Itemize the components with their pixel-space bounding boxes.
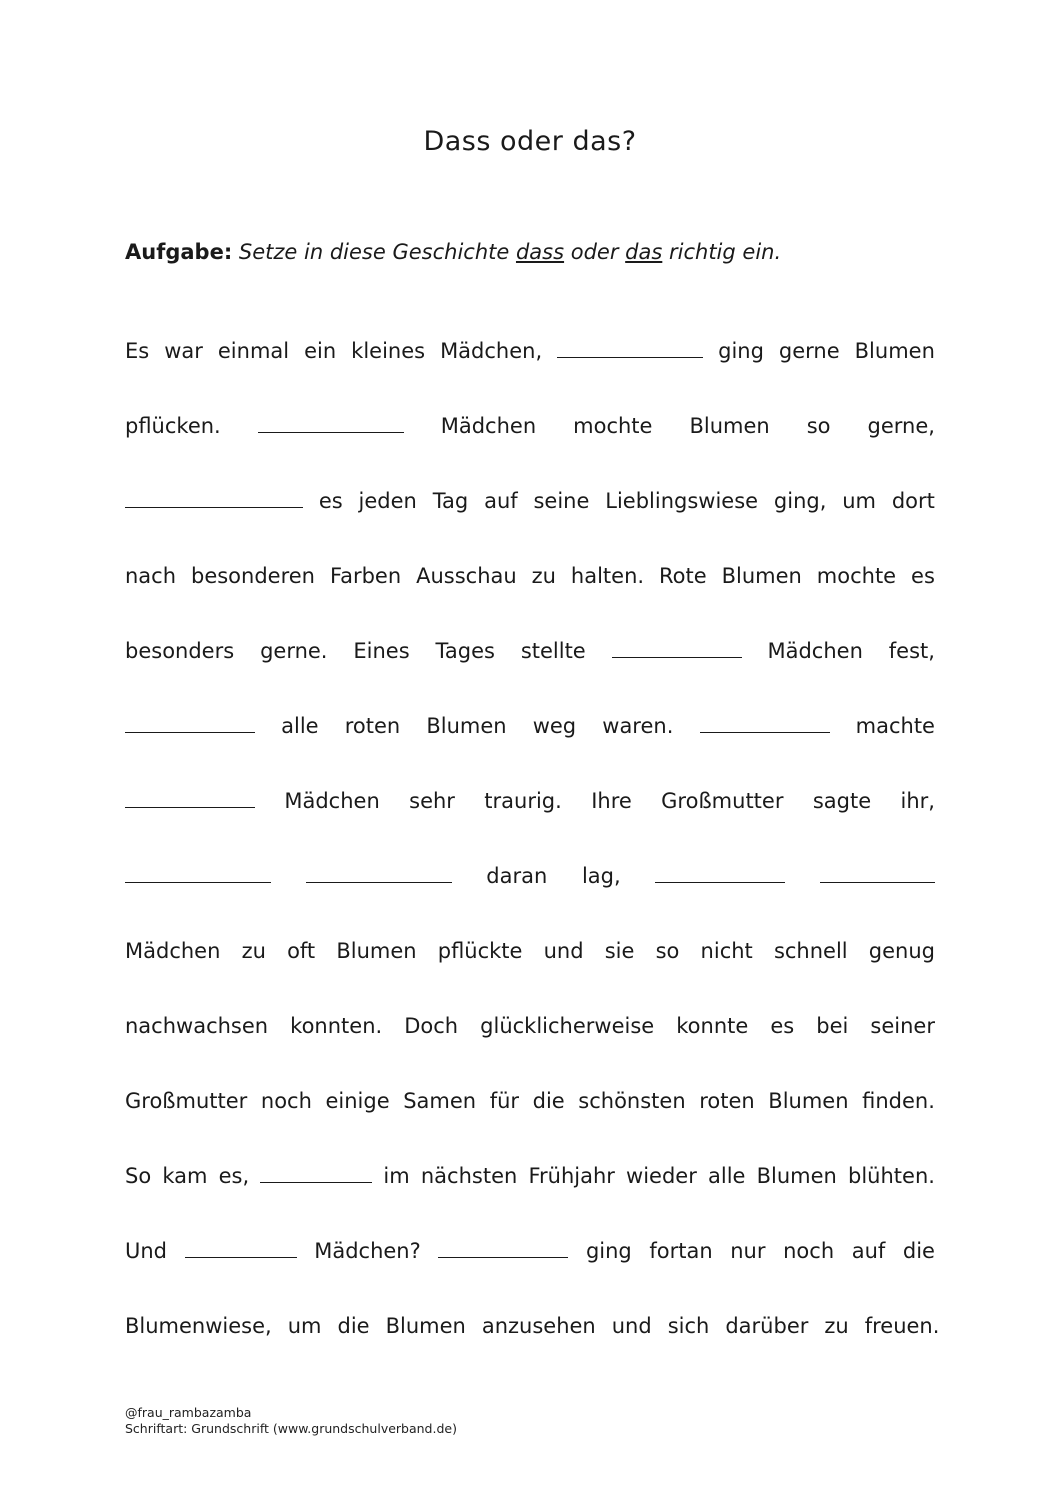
answer-blank[interactable] — [655, 882, 785, 883]
answer-blank[interactable] — [125, 507, 303, 508]
story-word: besonders — [125, 639, 235, 663]
story-word: auf — [484, 489, 518, 513]
story-word: pflücken. — [125, 414, 221, 438]
story-word: so — [806, 414, 831, 438]
story-word: Samen — [403, 1089, 477, 1113]
task-instruction — [125, 240, 781, 264]
story-word: jeden — [358, 489, 417, 513]
story-word: für — [489, 1089, 520, 1113]
story-word: ihr, — [900, 789, 935, 813]
story-word: nachwachsen — [125, 1014, 269, 1038]
story-word: es — [770, 1014, 795, 1038]
task-text-middle: oder — [570, 240, 619, 264]
story-word: Farben — [329, 564, 402, 588]
story-word: alle — [281, 714, 319, 738]
task-word-das: das — [625, 240, 663, 264]
answer-blank[interactable] — [185, 1257, 297, 1258]
story-word: sehr — [409, 789, 455, 813]
footer-author: @frau_rambazamba — [125, 1405, 252, 1420]
story-word: Mädchen — [767, 639, 863, 663]
answer-blank[interactable] — [612, 657, 742, 658]
story-word: nur — [730, 1239, 766, 1263]
answer-blank[interactable] — [258, 432, 404, 433]
story-word: gerne — [778, 339, 840, 363]
story-word: die — [902, 1239, 935, 1263]
story-word: gerne, — [867, 414, 935, 438]
story-word: es — [318, 489, 343, 513]
story-line — [125, 1305, 940, 1339]
story-word: so — [655, 939, 680, 963]
story-word: zu — [531, 564, 556, 588]
story-line — [125, 1005, 935, 1039]
story-line — [125, 855, 935, 889]
story-word: noch — [783, 1239, 835, 1263]
story-word: und — [543, 939, 584, 963]
story-word: konnten. — [290, 1014, 383, 1038]
story-word: die — [532, 1089, 565, 1113]
story-word: daran — [486, 864, 548, 888]
story-word: mochte — [573, 414, 653, 438]
story-word: Doch — [404, 1014, 459, 1038]
story-word: Mädchen? — [314, 1239, 421, 1263]
story-word: sie — [604, 939, 635, 963]
story-word: darüber — [725, 1314, 809, 1338]
answer-blank[interactable] — [700, 732, 830, 733]
story-word: Ausschau — [416, 564, 517, 588]
task-text-before: Setze in diese Geschichte — [238, 240, 510, 264]
story-word: und — [611, 1314, 652, 1338]
story-word: schönsten — [578, 1089, 686, 1113]
story-word: schnell — [773, 939, 848, 963]
story-line — [125, 780, 935, 814]
story-word: Blumen — [426, 714, 507, 738]
story-word: Rote — [659, 564, 707, 588]
story-word: glücklicherweise — [480, 1014, 655, 1038]
story-line — [125, 630, 935, 664]
story-word: So — [125, 1164, 152, 1188]
answer-blank[interactable] — [125, 882, 271, 883]
story-word: Ihre — [591, 789, 632, 813]
story-line — [125, 1080, 935, 1114]
story-word: ging — [585, 1239, 632, 1263]
answer-blank[interactable] — [260, 1182, 372, 1183]
story-word: die — [337, 1314, 370, 1338]
story-word: seiner — [870, 1014, 935, 1038]
story-word: traurig. — [484, 789, 562, 813]
story-word: Mädchen — [284, 789, 380, 813]
story-word: Blumen — [721, 564, 802, 588]
story-word: Großmutter — [661, 789, 784, 813]
story-word: fortan — [649, 1239, 713, 1263]
story-line — [125, 930, 935, 964]
story-line — [125, 555, 935, 589]
story-word: halten. — [570, 564, 645, 588]
story-word: kam — [162, 1164, 208, 1188]
story-word: ging, — [773, 489, 827, 513]
story-word: sagte — [812, 789, 872, 813]
story-word: Blumen — [336, 939, 417, 963]
story-word: anzusehen — [481, 1314, 596, 1338]
story-word: lag, — [581, 864, 621, 888]
story-word: Blumen — [689, 414, 770, 438]
story-line — [125, 705, 935, 739]
task-label: Aufgabe: — [125, 240, 233, 264]
story-word: Lieblingswiese — [605, 489, 759, 513]
story-word: es — [911, 564, 935, 588]
story-word: Blumen — [756, 1164, 837, 1188]
story-word: alle — [708, 1164, 746, 1188]
story-word: oft — [287, 939, 316, 963]
story-word: gerne. — [260, 639, 328, 663]
story-line — [125, 405, 935, 439]
story-word: zu — [824, 1314, 849, 1338]
footer-font-credit: Schriftart: Grundschrift (www.grundschulverband.de) — [125, 1421, 457, 1436]
story-word: finden. — [862, 1089, 935, 1113]
answer-blank[interactable] — [125, 807, 255, 808]
story-word: Großmutter — [125, 1089, 248, 1113]
story-word: roten — [344, 714, 401, 738]
story-word: auf — [851, 1239, 886, 1263]
story-word: ein — [304, 339, 337, 363]
story-word: pflückte — [437, 939, 523, 963]
story-word: kleines — [351, 339, 426, 363]
story-word: nicht — [700, 939, 753, 963]
task-text-after: richtig ein. — [669, 240, 782, 264]
story-word: seine — [533, 489, 590, 513]
story-word: Mädchen — [125, 939, 221, 963]
story-word: weg — [532, 714, 577, 738]
story-word: es, — [218, 1164, 250, 1188]
story-word: roten — [699, 1089, 755, 1113]
story-word: war — [164, 339, 203, 363]
story-word: mochte — [816, 564, 897, 588]
story-word: blühten. — [848, 1164, 935, 1188]
story-line — [125, 1155, 935, 1189]
story-word: genug — [868, 939, 935, 963]
story-line — [125, 330, 935, 364]
story-word: besonderen — [190, 564, 315, 588]
story-word: freuen. — [864, 1314, 940, 1338]
story-word: Tages — [435, 639, 495, 663]
story-word: fest, — [888, 639, 935, 663]
story-word: im — [383, 1164, 410, 1188]
story-word: Tag — [432, 489, 469, 513]
story-word: ging — [718, 339, 764, 363]
answer-blank[interactable] — [557, 357, 703, 358]
page-title: Dass oder das? — [423, 126, 637, 157]
story-word: Eines — [353, 639, 410, 663]
story-word: einmal — [217, 339, 290, 363]
story-word: um — [842, 489, 876, 513]
story-word: Und — [125, 1239, 168, 1263]
story-word: Es — [125, 339, 150, 363]
story-word: machte — [855, 714, 935, 738]
answer-blank[interactable] — [125, 732, 255, 733]
story-line — [125, 480, 935, 514]
answer-blank[interactable] — [438, 1257, 568, 1258]
story-word: Blumenwiese, — [125, 1314, 272, 1338]
story-line — [125, 1230, 935, 1264]
story-word: Blumen — [385, 1314, 466, 1338]
answer-blank[interactable] — [306, 882, 452, 883]
story-word: konnte — [676, 1014, 749, 1038]
story-word: sich — [667, 1314, 710, 1338]
story-word: Blumen — [768, 1089, 849, 1113]
story-word: wieder — [626, 1164, 697, 1188]
story-word: noch — [260, 1089, 312, 1113]
footer — [125, 1405, 457, 1437]
story-word: um — [287, 1314, 322, 1338]
story-word: dort — [891, 489, 935, 513]
story-word: Mädchen, — [440, 339, 543, 363]
story-word: stellte — [520, 639, 586, 663]
story-word: Blumen — [854, 339, 935, 363]
story-word: einige — [325, 1089, 390, 1113]
story-word: Frühjahr — [528, 1164, 615, 1188]
answer-blank[interactable] — [820, 882, 935, 883]
story-word: Mädchen — [440, 414, 537, 438]
story-word: nach — [125, 564, 177, 588]
story-word: zu — [241, 939, 266, 963]
story-word: bei — [816, 1014, 849, 1038]
task-word-dass: dass — [515, 240, 565, 264]
story-word: waren. — [602, 714, 674, 738]
story-word: nächsten — [420, 1164, 518, 1188]
